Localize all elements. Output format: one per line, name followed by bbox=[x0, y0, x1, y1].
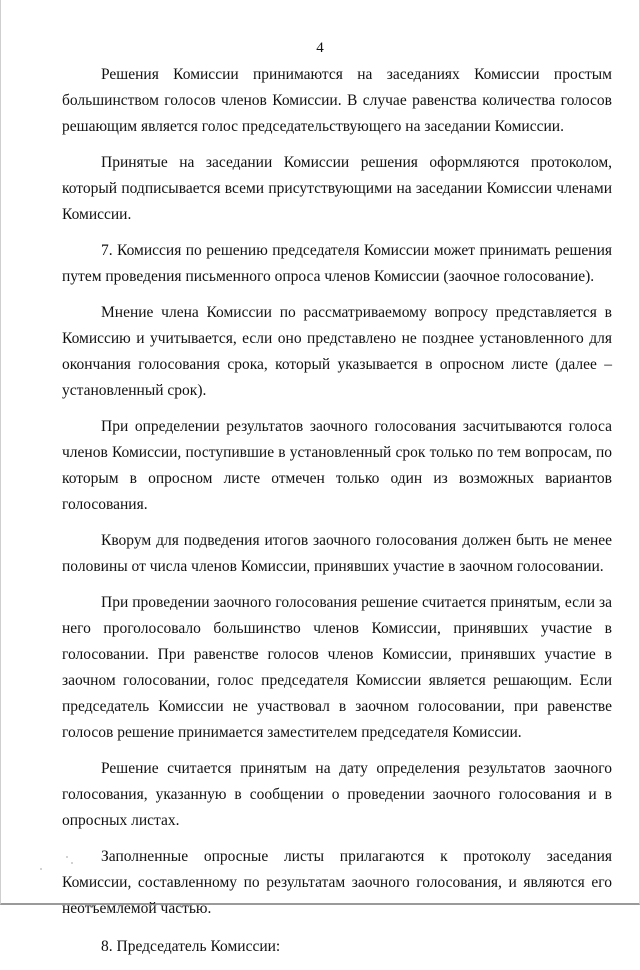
paragraph-member-opinion: Мнение члена Комиссии по рассматриваемому вопросу представляется в Комиссию и учитывается, если оно представлено не позднее установленного для окончания голосования срока, который указывается в опросном листе (далее – установленный срок). bbox=[62, 304, 612, 399]
scan-speck bbox=[71, 862, 73, 864]
paragraph-questionnaires: Заполненные опросные листы прилагаются к протоколу заседания Комиссии, составленному по результатам заочного голосования, и являются его неотъемлемой частью. bbox=[62, 848, 612, 917]
paragraph-item-8: 8. Председатель Комиссии: bbox=[101, 938, 281, 955]
paragraph-protocol: Принятые на заседании Комиссии решения оформляются протоколом, который подписывается всеми присутствующими на заседании Комиссии членами Комиссии. bbox=[62, 154, 612, 223]
scan-speck bbox=[66, 856, 68, 858]
paragraph-decision-adopted: При проведении заочного голосования решение считается принятым, если за него проголосовало большинство членов Комиссии, принявших участие в голосовании. При равенстве голосов членов Комиссии, принявших участие в заочном голосовании, голос председателя Комиссии является решающим. Если председатель Комиссии не участвовал в заочном голосовании, при равенстве голосов решение принимается заместителем председателя Комиссии. bbox=[62, 594, 612, 741]
paragraph-results: При определении результатов заочного голосования засчитываются голоса членов Комиссии, поступившие в установленный срок только по тем вопросам, по которым в опросном листе отмечен только один из возможных вариантов голосования. bbox=[62, 418, 612, 513]
paragraph-decision-date: Решение считается принятым на дату определения результатов заочного голосования, указанную в сообщении о проведении заочного голосования и в опросных листах. bbox=[62, 760, 612, 829]
scan-speck bbox=[40, 868, 42, 870]
paragraph-quorum: Кворум для подведения итогов заочного голосования должен быть не менее половины от числа членов Комиссии, принявших участие в заочном голосовании. bbox=[62, 532, 612, 575]
document-body bbox=[62, 62, 612, 970]
paragraph-decisions: Решения Комиссии принимаются на заседаниях Комиссии простым большинством голосов членов Комиссии. В случае равенства количества голосов решающим является голос председательствующего на заседании Комиссии. bbox=[62, 66, 612, 135]
page-number: 4 bbox=[316, 40, 324, 56]
paragraph-item-7: 7. Комиссия по решению председателя Комиссии может принимать решения путем проведения письменного опроса членов Комиссии (заочное голосование). bbox=[62, 242, 612, 285]
